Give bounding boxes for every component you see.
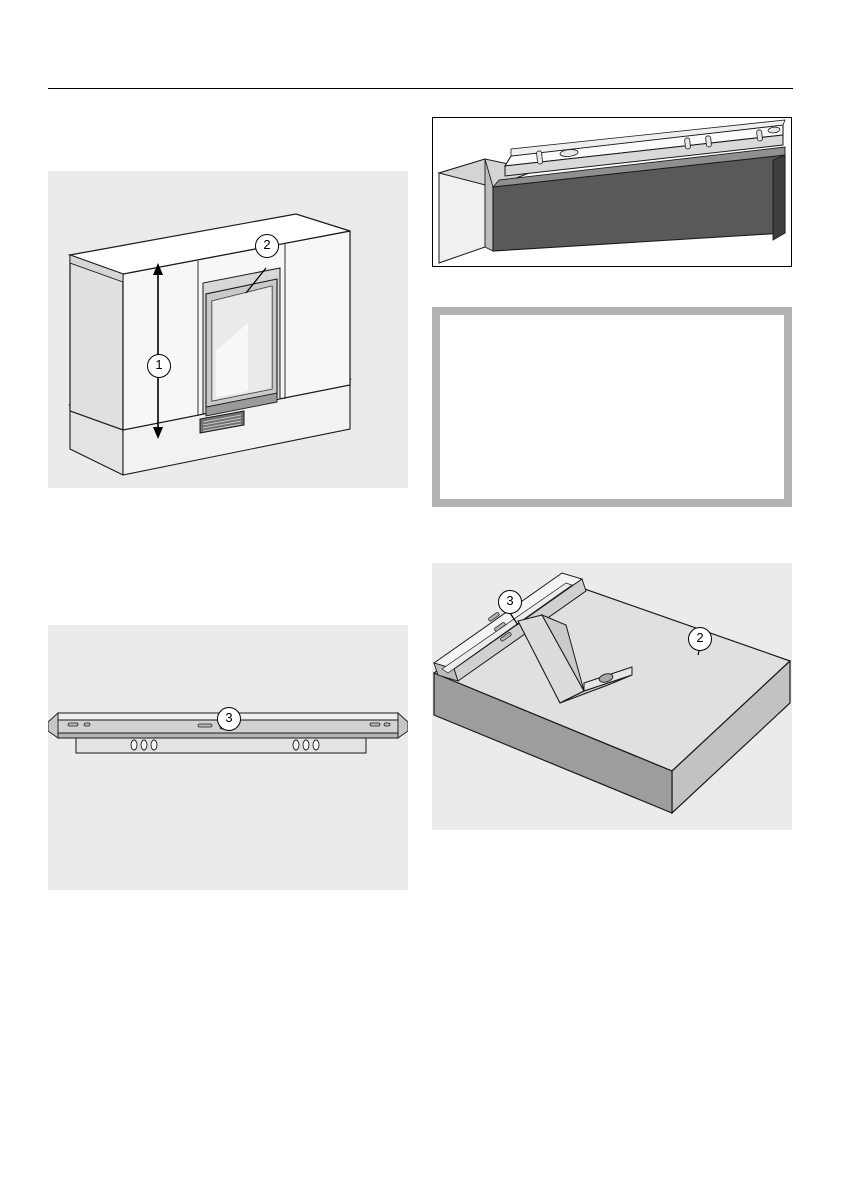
callout-3-worktop: 3 <box>498 590 522 614</box>
rail-under-worktop-illustration <box>432 563 792 830</box>
header-rule <box>48 88 793 89</box>
note-box <box>432 307 792 507</box>
figure-mounting-rail-front-view <box>48 625 408 890</box>
rail-front-view-illustration <box>48 625 408 890</box>
door-top-edge-illustration <box>433 118 791 266</box>
callout-1: 1 <box>147 354 171 378</box>
callout-3: 3 <box>217 707 241 731</box>
figure-appliance-door-top-edge <box>432 117 792 267</box>
callout-2-worktop: 2 <box>688 627 712 651</box>
figure-cabinet-with-built-in-appliance <box>48 171 408 488</box>
callout-2: 2 <box>255 234 279 258</box>
figure-mounting-rail-under-worktop <box>432 563 792 830</box>
cabinet-illustration <box>48 171 408 488</box>
